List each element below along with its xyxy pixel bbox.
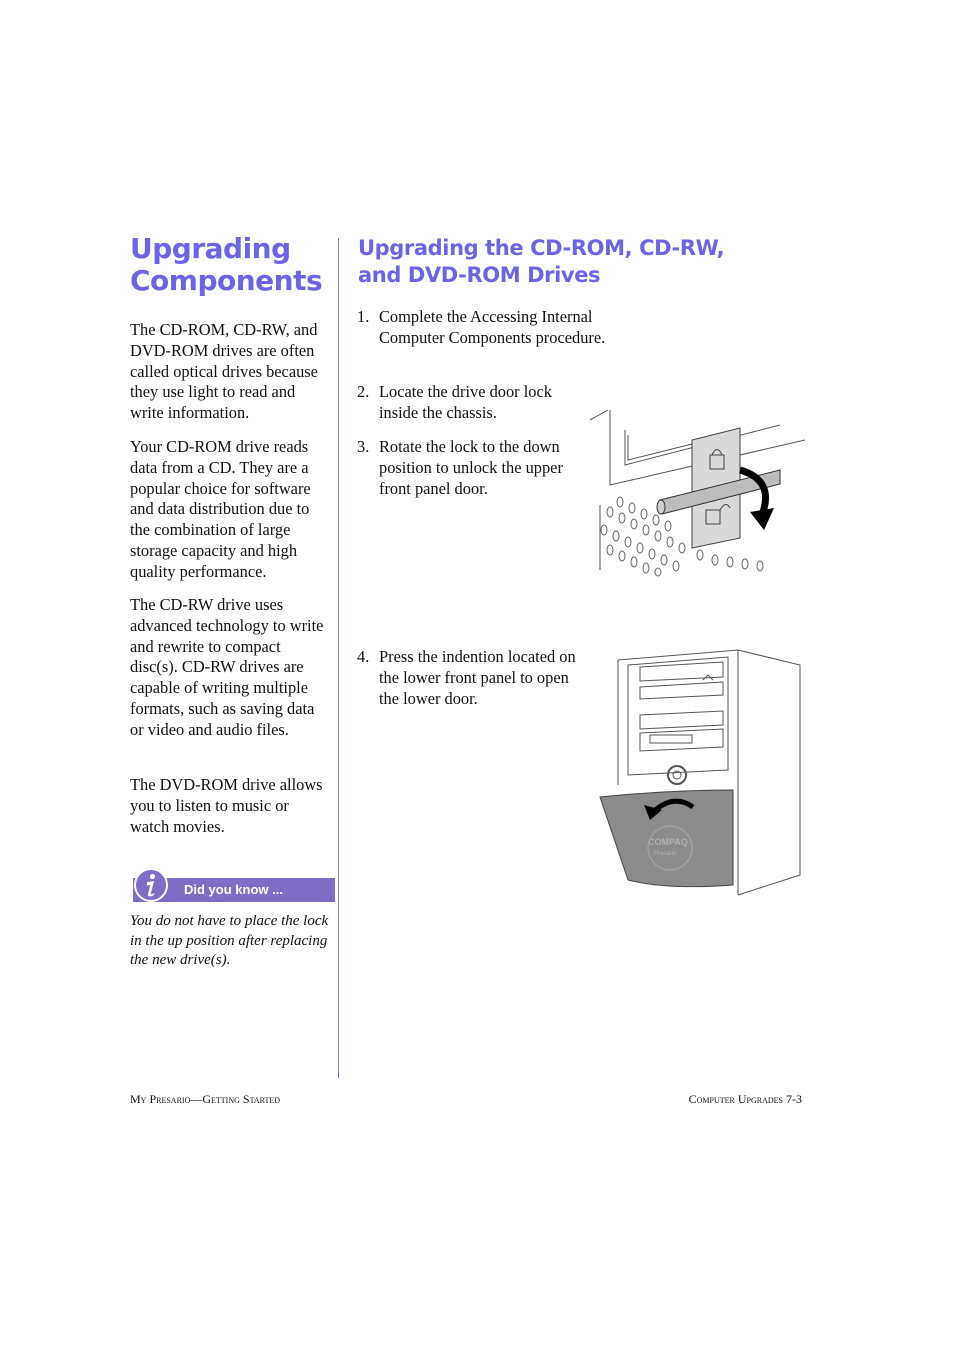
footer-book-title: My Presario—Getting Started [130,1092,280,1106]
column-divider [338,238,339,1078]
step-number: 2. [357,382,370,401]
step-text: Locate the drive door lock inside the chassis. [379,382,552,422]
step-text: Rotate the lock to the down position to unlock the upper front panel door. [379,437,563,498]
section-title-line1: Upgrading [130,232,291,265]
lower-front-door-illustration [588,645,810,913]
section-title [130,233,335,297]
step-item [357,307,617,349]
door-logo: COMPAQ [648,837,688,847]
step-item [357,382,587,424]
step-number: 1. [357,307,370,326]
step-item [357,647,587,709]
intro-paragraph-cdrw: The CD-RW drive uses advanced technology to write and rewrite to compact disc(s). CD-RW drives are capable of writing multiple formats, such as saving data or video and audio files. [130,595,324,739]
step-text: Complete the Accessing Internal Computer Components procedure. [379,307,606,347]
step-number: 4. [357,647,370,666]
note-text: You do not have to place the lock in the up position after replacing the new drive(s). [130,913,329,969]
step-item [357,437,587,499]
info-icon [133,867,169,903]
door-logo-sub: Presario [654,851,677,857]
procedure-title [358,235,738,289]
intro-paragraph-optical: The CD-ROM, CD-RW, and DVD-ROM drives are often called optical drives because they use light to read and write information. [130,320,318,423]
procedure-title-line1: Upgrading the CD-ROM, CD-RW, [358,236,725,260]
drive-door-lock-illustration [590,390,810,590]
step-text: Press the indention located on the lower front panel to open the lower door. [379,647,576,708]
intro-paragraph-dvdrom: The DVD-ROM drive allows you to listen to music or watch movies. [130,775,323,836]
section-title-line2: Components [130,264,323,297]
procedure-title-line2: and DVD-ROM Drives [358,263,601,287]
step-number: 3. [357,437,370,456]
did-you-know-label: Did you know ... [184,882,283,897]
footer-page-ref: Computer Upgrades 7-3 [688,1092,802,1106]
intro-paragraph-cdrom: Your CD-ROM drive reads data from a CD. They are a popular choice for software and data distribution due to the combination of large storage capacity and high quality performance. [130,437,311,581]
